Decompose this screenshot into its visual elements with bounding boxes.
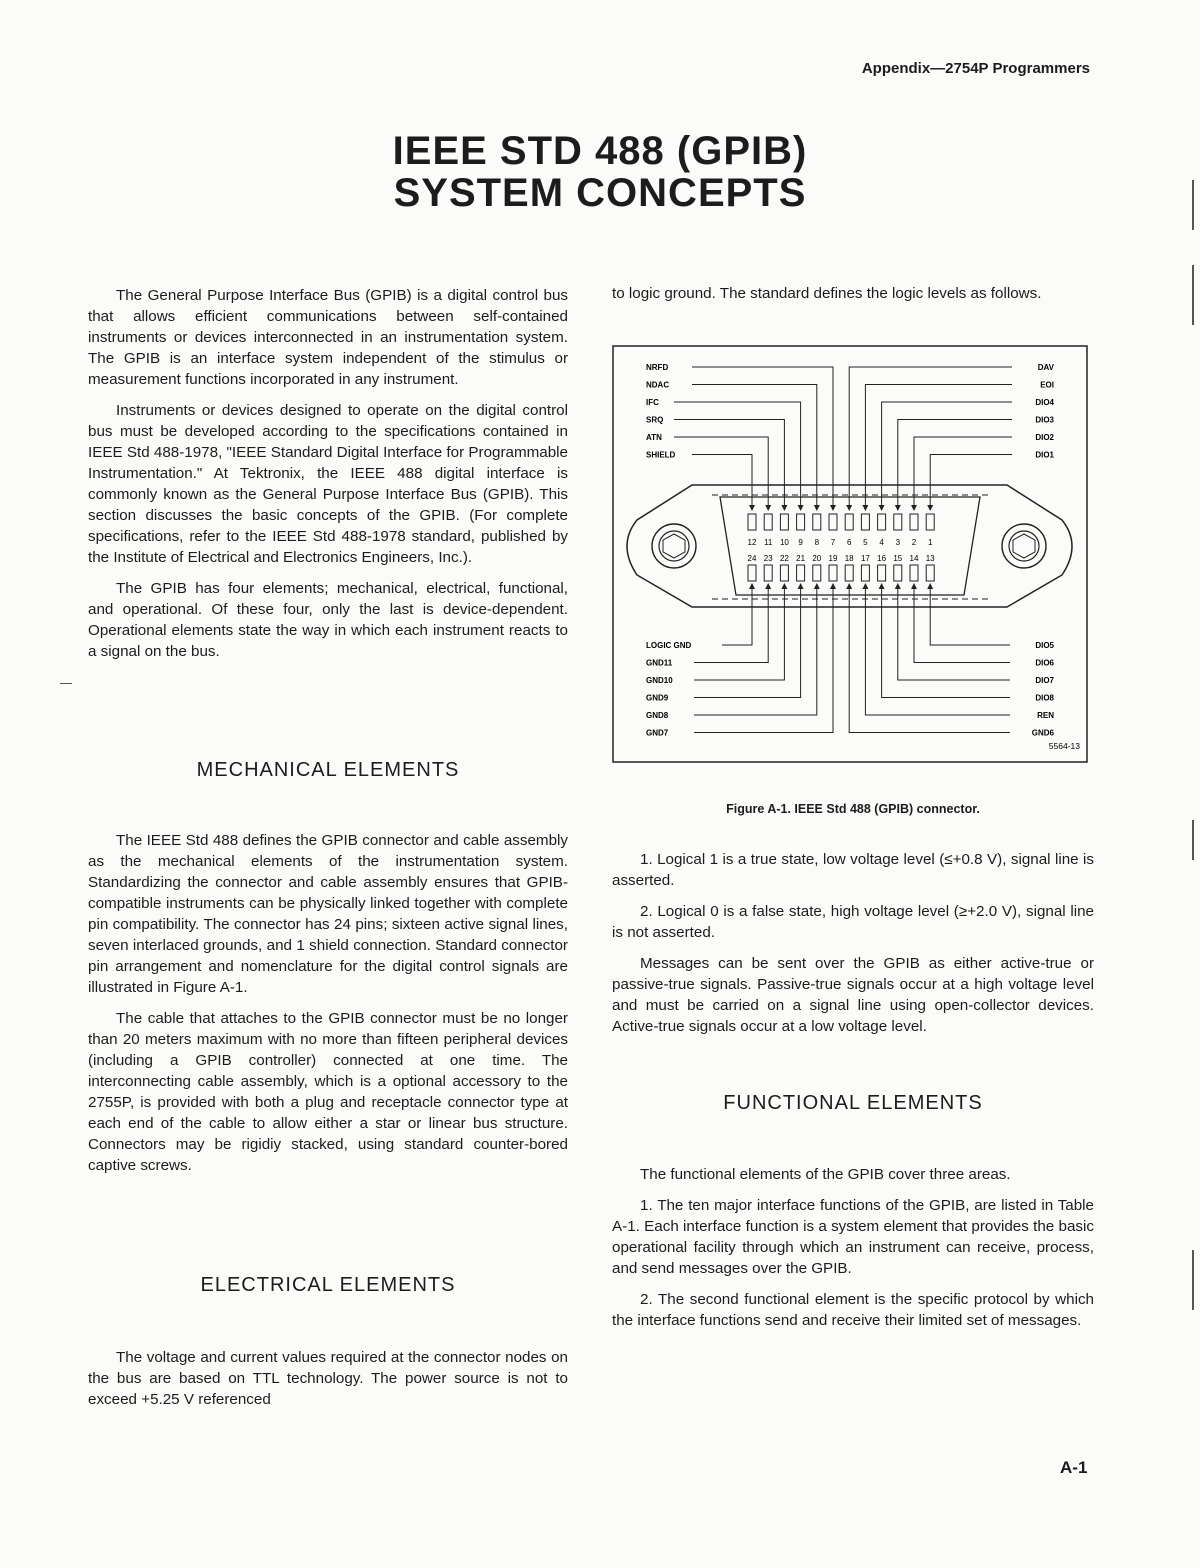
signal-label: NDAC xyxy=(646,380,670,390)
pin-arrow-icon xyxy=(814,505,820,511)
signal-label: IFC xyxy=(646,398,659,407)
pin-arrow-icon xyxy=(895,583,901,589)
pin-arrow-icon xyxy=(927,505,933,511)
functional-item-1: 1. The ten major interface functions of the GPIB, are listed in Table A-1. Each interface function is a system element that provides the basic operational facility through which an instrument can receive, process, and send messages over the GPIB. xyxy=(612,1197,1094,1277)
connector-pin xyxy=(764,565,772,581)
signal-label: GND9 xyxy=(646,693,669,703)
scan-edge-mark xyxy=(1192,820,1194,860)
pin-arrow-icon xyxy=(749,583,755,589)
signal-label: SHIELD xyxy=(646,450,676,460)
intro-paragraph-1: The General Purpose Interface Bus (GPIB) is a digital control bus that allows efficient communications between self-contained instruments or devices interconnected in an instrumentation system. The GPIB is an interface system independent of the stimulus or measurement functions incorporated in any instrument. xyxy=(88,287,568,388)
pin-number: 14 xyxy=(909,554,919,563)
top-pin-row xyxy=(748,514,934,530)
figure-id: 5564-13 xyxy=(1048,741,1080,751)
pin-number: 11 xyxy=(764,538,773,547)
connector-pin xyxy=(910,565,918,581)
page-number: A-1 xyxy=(1060,1458,1088,1477)
pin-arrow-icon xyxy=(911,583,917,589)
connector-pin xyxy=(797,565,805,581)
intro-paragraph-3: The GPIB has four elements; mechanical, electrical, functional, and operational. Of these four, only the last is device-dependent. Operational elements state the way in which each instrument reacts to a signal on the bus. xyxy=(88,580,568,660)
connector-pin xyxy=(797,514,805,530)
signal-label: DIO4 xyxy=(1035,398,1054,407)
gpib-connector-figure xyxy=(612,345,1088,763)
figure-caption: Figure A-1. IEEE Std 488 (GPIB) connector. xyxy=(726,802,980,816)
pin-number: 13 xyxy=(925,554,935,563)
left-screw-icon xyxy=(652,524,696,568)
scan-edge-mark xyxy=(1192,1250,1194,1310)
mechanical-section-heading-wrap xyxy=(88,760,568,781)
signal-label: DIO5 xyxy=(1035,641,1054,650)
connector-pin xyxy=(845,514,853,530)
connector-pin xyxy=(829,565,837,581)
pin-arrow-icon xyxy=(879,583,885,589)
connector-pin xyxy=(861,565,869,581)
mechanical-paragraph-2: The cable that attaches to the GPIB connector must be no longer than 20 meters maximum with no more than fifteen peripheral devices (including a GPIB controller) connected at one time. The interconnecting cable assembly, which is a optional accessory to the 2755P, is provided with both a plug and receptacle connector type at each end of the cable to allow either a star or linear bus structure. Connectors may be rigidiy stacked, using standard counter-bored captive screws. xyxy=(88,1010,568,1174)
pin-arrow-icon xyxy=(765,505,771,511)
connector-pin xyxy=(878,514,886,530)
pin-arrow-icon xyxy=(749,505,755,511)
signal-label: ATN xyxy=(646,433,662,442)
pin-number: 2 xyxy=(911,538,917,547)
page-title xyxy=(250,130,950,214)
signal-wiring xyxy=(674,367,1012,733)
scan-edge-mark xyxy=(60,683,72,684)
bottom-right-signal-labels xyxy=(1032,641,1055,738)
pin-number: 1 xyxy=(927,538,933,547)
functional-item-2: 2. The second functional element is the specific protocol by which the interface functions send and receive their limited set of messages. xyxy=(612,1291,1094,1329)
signal-label: GND11 xyxy=(646,658,673,668)
pin-number: 7 xyxy=(830,538,836,547)
connector-pin xyxy=(926,565,934,581)
pin-number: 19 xyxy=(828,554,838,563)
pin-number: 15 xyxy=(893,554,903,563)
pin-number: 24 xyxy=(747,554,757,563)
pin-number: 5 xyxy=(863,538,868,547)
pin-arrow-icon xyxy=(911,505,917,511)
pin-arrow-icon xyxy=(895,505,901,511)
functional-paragraph-1: The functional elements of the GPIB cover three areas. xyxy=(640,1166,1011,1183)
title-line-2: SYSTEM CONCEPTS xyxy=(393,171,807,215)
pin-arrow-icon xyxy=(781,505,787,511)
functional-section xyxy=(612,1164,1094,1341)
pin-arrow-icon xyxy=(765,583,771,589)
signal-label: DIO7 xyxy=(1035,676,1054,685)
mechanical-paragraph-1: The IEEE Std 488 defines the GPIB connector and cable assembly as the mechanical elements of the instrumentation system. Standardizing the connector and cable assembly ensures that GPIB-compatible instruments can be physically linked together with complete pin compatibility. The connector has 24 pins; sixteen active signal lines, seven interlaced grounds, and 1 shield connection. Standard connector pin arrangement and nomenclature for the digital control signals are illustrated in Figure A-1. xyxy=(88,832,568,996)
continuation-paragraph: to logic ground. The standard defines the logic levels as follows. xyxy=(612,285,1042,302)
pin-number: 18 xyxy=(844,554,854,563)
signal-label: LOGIC GND xyxy=(646,641,692,650)
messages-paragraph: Messages can be sent over the GPIB as either active-true or passive-true signals. Passive-true signals occur at a high voltage level and must be carried on a signal line using open-collector devices. Active-true signals occur at a low voltage level. xyxy=(612,955,1094,1035)
connector-pin xyxy=(813,565,821,581)
pin-arrow-icon xyxy=(846,505,852,511)
signal-label: GND8 xyxy=(646,711,669,720)
title-line-1: IEEE STD 488 (GPIB) xyxy=(392,129,808,173)
signal-label: NRFD xyxy=(646,363,669,372)
top-pin-numbers xyxy=(748,538,933,547)
logic-level-item-1: 1. Logical 1 is a true state, low voltage level (≤+0.8 V), signal line is asserted. xyxy=(612,851,1094,889)
pin-number: 23 xyxy=(763,554,773,563)
functional-section-heading-wrap xyxy=(612,1093,1094,1114)
logic-level-item-2: 2. Logical 0 is a false state, high voltage level (≥+2.0 V), signal line is not asserted. xyxy=(612,903,1094,941)
running-head: Appendix—2754P Programmers xyxy=(861,60,1090,77)
pin-arrow-icon xyxy=(830,583,836,589)
pin-arrow-icon xyxy=(846,583,852,589)
connector-pin xyxy=(878,565,886,581)
scan-edge-mark xyxy=(1192,180,1194,230)
scan-edge-mark xyxy=(1192,265,1194,325)
pin-number: 17 xyxy=(860,554,870,563)
pin-number: 10 xyxy=(779,538,789,547)
pin-number: 16 xyxy=(877,554,887,563)
pin-arrow-icon xyxy=(862,505,868,511)
top-left-signal-labels xyxy=(646,363,676,460)
pin-arrow-icon xyxy=(781,583,787,589)
connector-pin xyxy=(748,565,756,581)
signal-label: DIO8 xyxy=(1035,693,1054,703)
pin-number: 20 xyxy=(812,554,822,563)
signal-label: GND6 xyxy=(1031,728,1054,738)
connector-pin xyxy=(813,514,821,530)
pin-arrow-icon xyxy=(927,583,933,589)
pin-arrow-icon xyxy=(879,505,885,511)
connector-pin xyxy=(748,514,756,530)
pin-arrow-icon xyxy=(862,583,868,589)
functional-elements-heading: FUNCTIONAL ELEMENTS xyxy=(723,1092,983,1114)
pin-number: 12 xyxy=(747,538,757,547)
connector-pin xyxy=(894,565,902,581)
mechanical-section xyxy=(88,830,568,1186)
right-screw-icon xyxy=(1002,524,1046,568)
pin-number: 21 xyxy=(796,554,806,563)
pin-number: 8 xyxy=(814,538,820,547)
signal-label: GND10 xyxy=(646,676,673,685)
pin-number: 3 xyxy=(895,538,901,547)
connector-pin xyxy=(829,514,837,530)
pin-arrow-icon xyxy=(814,583,820,589)
connector-pin xyxy=(780,565,788,581)
signal-label: EOI xyxy=(1040,380,1054,390)
pin-number: 4 xyxy=(879,538,884,547)
pin-arrow-icon xyxy=(798,583,804,589)
signal-label: DIO3 xyxy=(1035,415,1054,425)
electrical-section-heading-wrap xyxy=(88,1275,568,1296)
bottom-left-signal-labels xyxy=(646,641,692,738)
signal-label: DIO6 xyxy=(1035,658,1054,668)
signal-label: DAV xyxy=(1037,363,1054,372)
left-column xyxy=(88,285,568,672)
signal-label: DIO2 xyxy=(1035,433,1054,442)
pin-arrow-icon xyxy=(830,505,836,511)
pin-arrow-icon xyxy=(798,505,804,511)
connector-pin xyxy=(926,514,934,530)
logic-levels-list xyxy=(612,849,1094,1047)
signal-label: SRQ xyxy=(646,415,664,425)
connector-pin xyxy=(861,514,869,530)
pin-number: 9 xyxy=(798,538,803,547)
electrical-paragraph-1: The voltage and current values required at the connector nodes on the bus are based on TTL technology. The power source is not to exceed +5.25 V referenced xyxy=(88,1349,568,1408)
connector-pin xyxy=(894,514,902,530)
signal-label: GND7 xyxy=(646,728,669,738)
pin-number: 6 xyxy=(846,538,852,547)
bottom-pin-row xyxy=(748,565,934,581)
signal-label: DIO1 xyxy=(1035,450,1054,460)
connector-pin xyxy=(845,565,853,581)
connector-pin xyxy=(910,514,918,530)
right-column-top xyxy=(612,283,1094,314)
mechanical-elements-heading: MECHANICAL ELEMENTS xyxy=(196,759,460,781)
connector-pin xyxy=(780,514,788,530)
intro-paragraph-2: Instruments or devices designed to operate on the digital control bus must be developed according to the specifications contained in IEEE Std 488-1978, "IEEE Standard Digital Interface for Programmable Instrumentation." At Tektronix, the IEEE 488 digital interface is commonly known as the General Purpose Interface Bus (GPIB). This section discusses the basic concepts of the GPIB. (For complete specifications, refer to the IEEE Std 488-1978 standard, published by the Institute of Electrical and Electronics Engineers, Inc.). xyxy=(88,402,568,566)
pin-number: 22 xyxy=(779,554,789,563)
top-right-signal-labels xyxy=(1035,363,1054,460)
electrical-elements-heading: ELECTRICAL ELEMENTS xyxy=(200,1274,456,1296)
electrical-section xyxy=(88,1347,568,1420)
signal-label: REN xyxy=(1037,711,1054,720)
connector-pin xyxy=(764,514,772,530)
bottom-pin-numbers xyxy=(748,554,936,563)
